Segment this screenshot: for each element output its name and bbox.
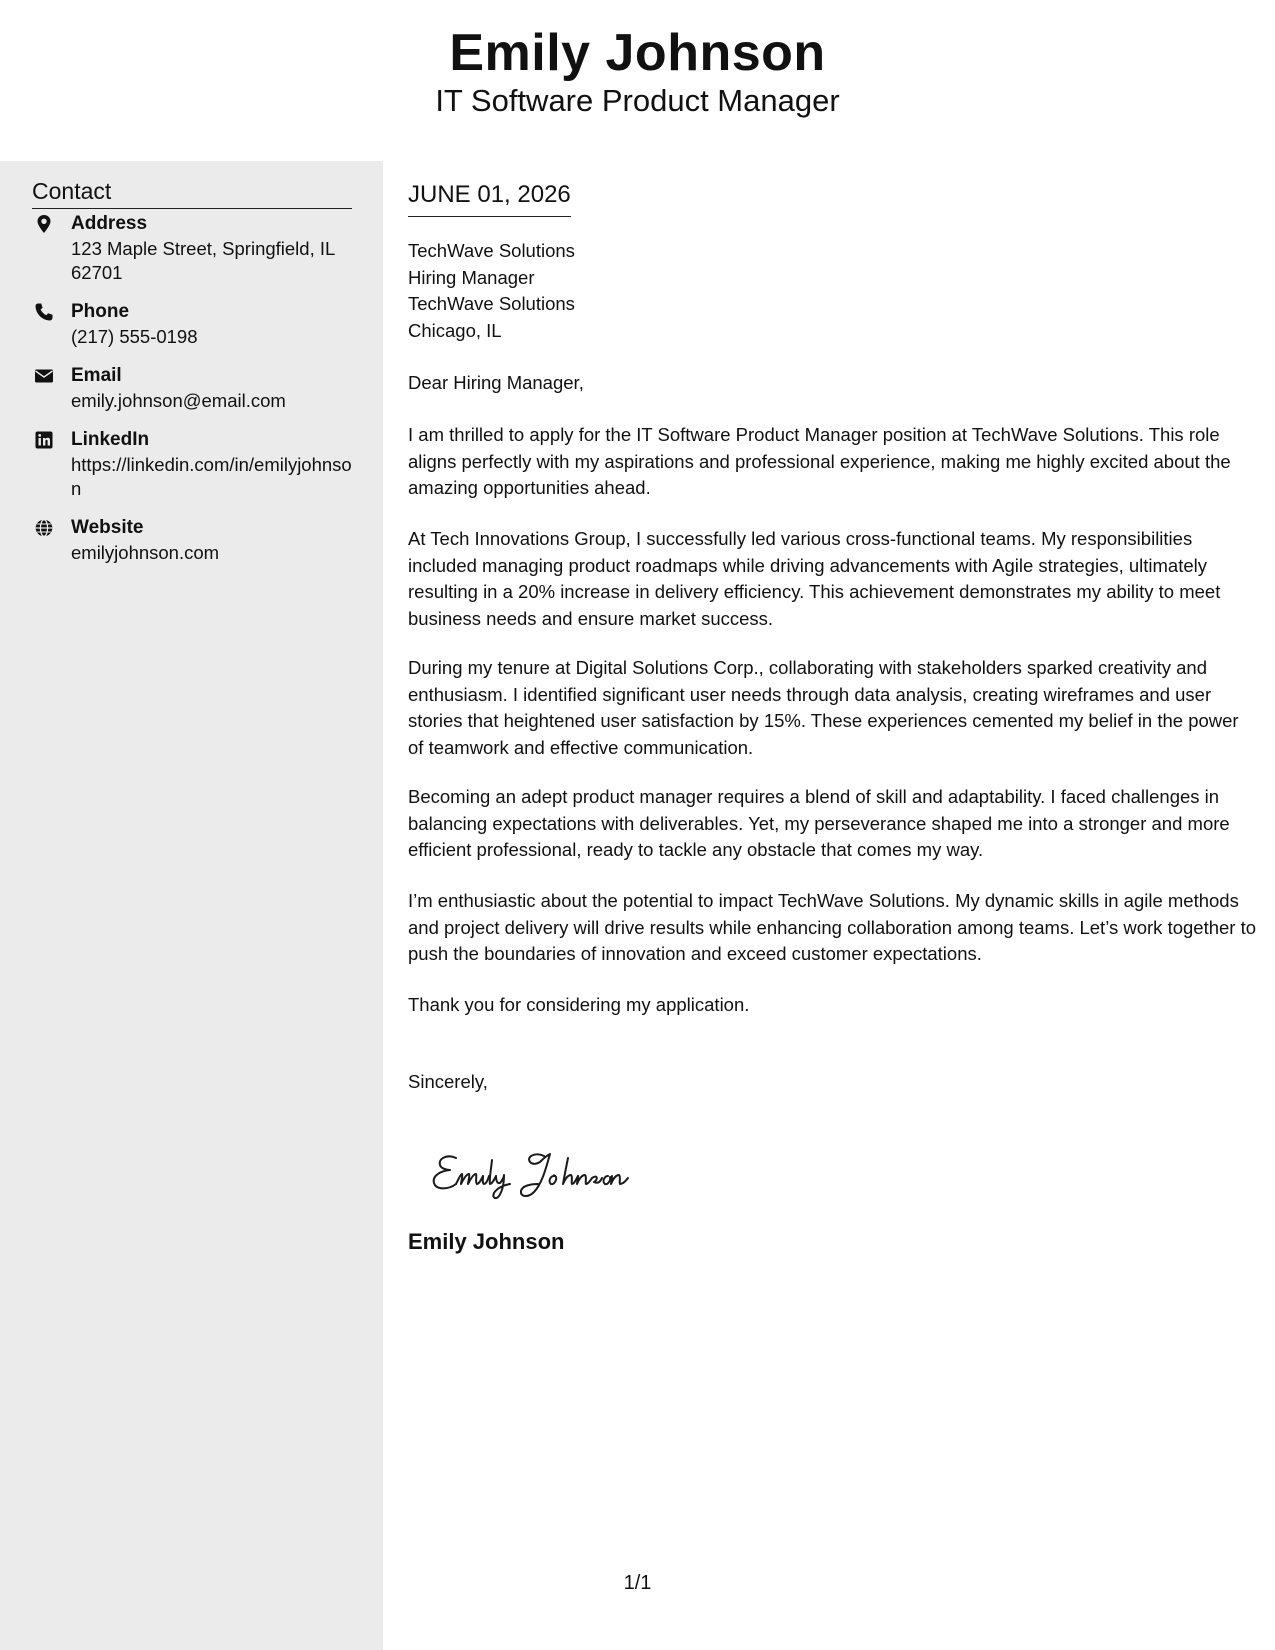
contact-heading: Contact xyxy=(32,176,352,209)
signature-image xyxy=(426,1140,666,1202)
signer-name: Emily Johnson xyxy=(408,1229,565,1254)
contact-label: Address xyxy=(71,213,148,234)
contact-value[interactable]: https://linkedin.com/in/emilyjohnson xyxy=(71,454,352,499)
paragraph: During my tenure at Digital Solutions Corp., collaborating with stakeholders sparked creativity and enthusiasm. I identified significant user needs through data analysis, creating wireframes and user stories that heightened user satisfaction by 15%. These experiences cemented my belief in the power of teamwork and effective communication. xyxy=(408,657,1239,758)
recipient-block xyxy=(408,238,575,344)
applicant-title: IT Software Product Manager xyxy=(435,83,840,118)
paragraph: I’m enthusiastic about the potential to impact TechWave Solutions. My dynamic skills in agile methods and project delivery will drive results while enhancing collaboration among teams. Let’s work together to push the boundaries of innovation and exceed customer expectations. xyxy=(408,890,1257,964)
linkedin-icon xyxy=(34,430,54,450)
paragraph: I am thrilled to apply for the IT Software Product Manager position at TechWave Solutions. This role aligns perfectly with my aspirations and professional experience, making me highly excited about the amazing opportunities ahead. xyxy=(408,424,1231,498)
contact-label: Phone xyxy=(71,301,130,322)
page-header xyxy=(0,0,1275,161)
recipient-line: TechWave Solutions xyxy=(408,293,575,314)
contact-sidebar xyxy=(0,161,383,1650)
envelope-icon xyxy=(34,366,54,386)
recipient-line: TechWave Solutions xyxy=(408,240,575,261)
applicant-name: Emily Johnson xyxy=(449,24,826,82)
globe-icon xyxy=(34,518,54,538)
contact-label: LinkedIn xyxy=(71,429,150,450)
contact-value[interactable]: emilyjohnson.com xyxy=(71,542,220,563)
recipient-line: Hiring Manager xyxy=(408,266,535,288)
paragraph: At Tech Innovations Group, I successfully led various cross-functional teams. My responsibilities included managing product roadmaps while driving advancements with Agile strategies, ultimately resulting in a 20% increase in delivery efficiency. This achievement demonstrates my ability to meet business needs and ensure market success. xyxy=(408,528,1221,629)
page-number: 1/1 xyxy=(623,1572,652,1594)
closing-thanks: Thank you for considering my application. xyxy=(408,994,750,1015)
paragraph: Becoming an adept product manager requires a blend of skill and adaptability. I faced challenges in balancing expectations with deliverables. Yet, my perseverance shaped me into a stronger and more efficient professional, ready to tackle any obstacle that comes my way. xyxy=(408,786,1230,860)
phone-icon xyxy=(34,302,54,322)
contact-value: emily.johnson@email.com xyxy=(71,390,286,411)
contact-label: Email xyxy=(71,365,122,386)
contact-value: 123 Maple Street, Springfield, IL 62701 xyxy=(71,238,335,283)
letter-date: JUNE 01, 2026 xyxy=(408,180,571,217)
contact-value: (217) 555-0198 xyxy=(71,326,198,347)
salutation: Dear Hiring Manager, xyxy=(408,372,584,393)
map-pin-icon xyxy=(34,214,54,234)
contact-label: Website xyxy=(71,517,144,538)
recipient-line: Chicago, IL xyxy=(408,319,502,341)
closing: Sincerely, xyxy=(408,1071,488,1092)
